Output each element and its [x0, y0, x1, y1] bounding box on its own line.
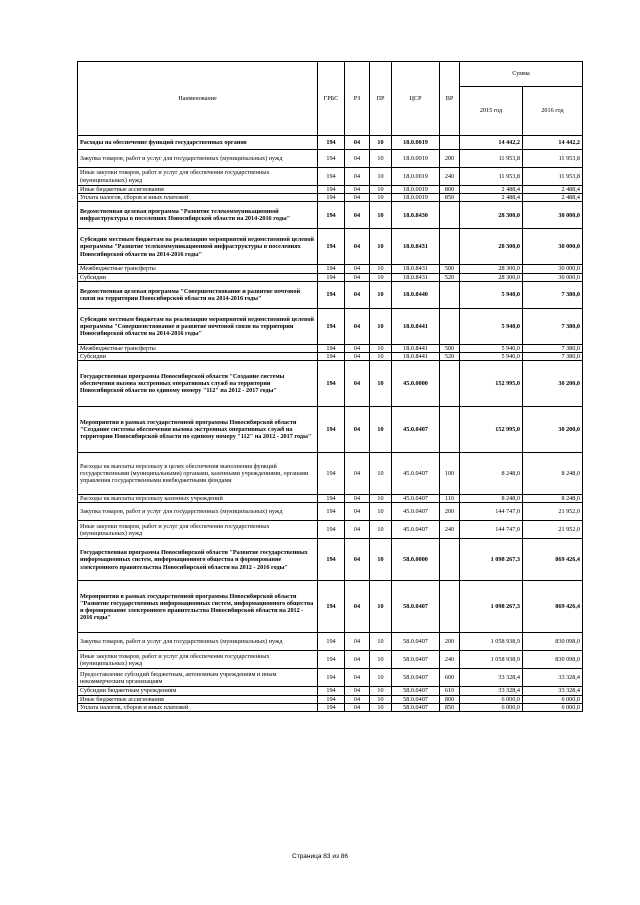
row-pr: 10 [370, 281, 392, 308]
table-row [78, 651, 583, 669]
row-name: Расходы на обеспечение функций государственных органов [78, 136, 318, 150]
table-row [78, 353, 583, 361]
row-rz: 04 [345, 194, 370, 202]
row-sum-2016: 830 098,0 [523, 651, 583, 669]
row-name: Иные бюджетные ассигнования [78, 186, 318, 194]
row-rz: 04 [345, 633, 370, 651]
header-row-top [78, 62, 583, 87]
table-row [78, 695, 583, 703]
table-row [78, 186, 583, 194]
table-row [78, 495, 583, 503]
row-vr: 600 [440, 669, 460, 687]
row-grbs: 194 [318, 651, 345, 669]
row-grbs: 194 [318, 273, 345, 281]
table-row [78, 308, 583, 344]
row-vr: 800 [440, 186, 460, 194]
table-row [78, 361, 583, 407]
row-csr: 58.0.0407 [392, 687, 440, 695]
row-rz: 04 [345, 503, 370, 521]
row-rz: 04 [345, 229, 370, 265]
row-csr: 18.0.8441 [392, 344, 440, 352]
row-grbs: 194 [318, 281, 345, 308]
row-csr: 58.0.0407 [392, 695, 440, 703]
row-sum-2015: 1 098 267,3 [460, 581, 523, 633]
header-grbs: ГРБС [318, 62, 345, 136]
row-name: Расходы на выплаты персоналу казенных учреждений [78, 495, 318, 503]
row-name: Субсидии местным бюджетам на реализацию мероприятий ведомственной целевой программы "Развитие телекоммуникационной инфраструктуры в поселениях Новосибирской области на 2014-2016 годы" [78, 229, 318, 265]
row-csr: 18.0.8441 [392, 353, 440, 361]
row-sum-2015: 11 953,8 [460, 168, 523, 186]
row-grbs: 194 [318, 186, 345, 194]
row-name: Субсидии [78, 273, 318, 281]
row-sum-2015: 28 300,0 [460, 229, 523, 265]
row-name: Иные закупки товаров, работ и услуг для обеспечения государственных (муниципальных) нужд [78, 521, 318, 539]
row-sum-2015: 152 995,0 [460, 361, 523, 407]
row-sum-2015: 144 747,0 [460, 503, 523, 521]
row-vr: 100 [440, 453, 460, 495]
row-pr: 10 [370, 186, 392, 194]
row-grbs: 194 [318, 344, 345, 352]
row-vr: 800 [440, 695, 460, 703]
row-rz: 04 [345, 344, 370, 352]
row-sum-2015: 11 953,8 [460, 150, 523, 168]
table-row [78, 539, 583, 581]
row-sum-2015: 6 000,0 [460, 695, 523, 703]
table-body [78, 136, 583, 712]
row-vr [440, 308, 460, 344]
row-grbs: 194 [318, 229, 345, 265]
row-vr [440, 136, 460, 150]
row-pr: 10 [370, 503, 392, 521]
row-csr: 18.0.8430 [392, 202, 440, 229]
row-grbs: 194 [318, 539, 345, 581]
row-sum-2016: 7 380,0 [523, 344, 583, 352]
row-pr: 10 [370, 353, 392, 361]
row-name: Субсидии местным бюджетам на реализацию мероприятий ведомственной целевой программы "Совершенствование и развитие почтовой связи на территории Новосибирской области на 2014-2016 годы" [78, 308, 318, 344]
row-sum-2016: 2 488,4 [523, 186, 583, 194]
row-name: Иные бюджетные ассигнования [78, 695, 318, 703]
row-sum-2016: 33 328,4 [523, 687, 583, 695]
row-name: Уплата налогов, сборов и иных платежей [78, 703, 318, 711]
row-vr: 520 [440, 353, 460, 361]
row-name: Закупка товаров, работ и услуг для государственных (муниципальных) нужд [78, 633, 318, 651]
table-row [78, 273, 583, 281]
row-rz: 04 [345, 695, 370, 703]
row-sum-2016: 8 248,0 [523, 495, 583, 503]
row-sum-2015: 5 940,0 [460, 353, 523, 361]
row-rz: 04 [345, 168, 370, 186]
row-vr [440, 229, 460, 265]
row-pr: 10 [370, 229, 392, 265]
row-vr: 500 [440, 344, 460, 352]
row-sum-2015: 5 940,0 [460, 344, 523, 352]
row-csr: 45.0.0000 [392, 361, 440, 407]
row-pr: 10 [370, 273, 392, 281]
table-row [78, 633, 583, 651]
row-sum-2016: 8 248,0 [523, 453, 583, 495]
row-vr [440, 202, 460, 229]
row-pr: 10 [370, 581, 392, 633]
row-vr: 610 [440, 687, 460, 695]
row-sum-2016: 11 953,8 [523, 168, 583, 186]
row-name: Мероприятия в рамках государственной программы Новосибирской области "Создание системы обеспечения вызова экстренных оперативных служб на территории Новосибирской области по единому номеру "112" на 2012 - 2017 годы" [78, 407, 318, 453]
row-sum-2015: 5 940,0 [460, 308, 523, 344]
row-rz: 04 [345, 186, 370, 194]
header-sum: Сумма [460, 62, 583, 87]
row-grbs: 194 [318, 168, 345, 186]
row-sum-2016: 14 442,2 [523, 136, 583, 150]
row-sum-2016: 6 000,0 [523, 703, 583, 711]
row-grbs: 194 [318, 633, 345, 651]
row-csr: 58.0.0407 [392, 703, 440, 711]
row-sum-2016: 7 380,0 [523, 281, 583, 308]
row-grbs: 194 [318, 521, 345, 539]
row-rz: 04 [345, 353, 370, 361]
row-csr: 18.0.8440 [392, 281, 440, 308]
row-rz: 04 [345, 669, 370, 687]
row-name: Мероприятия в рамках государственной программы Новосибирской области "Развитие государственных информационных систем, информационного общества и формирование электронного правительства Новосибирской области на 2012 - 2016 годы" [78, 581, 318, 633]
row-rz: 04 [345, 361, 370, 407]
row-vr [440, 539, 460, 581]
row-sum-2015: 28 300,0 [460, 273, 523, 281]
header-2016: 2016 год [523, 87, 583, 136]
row-csr: 58.0.0407 [392, 633, 440, 651]
budget-table [77, 61, 583, 712]
row-sum-2016: 30 000,0 [523, 202, 583, 229]
row-vr: 850 [440, 194, 460, 202]
row-csr: 45.0.0407 [392, 521, 440, 539]
row-name: Государственная программа Новосибирской области "Создание системы обеспечения вызова экстренных оперативных служб на территории Новосибирской области по единому номеру "112" на 2012 - 2017 годы" [78, 361, 318, 407]
row-pr: 10 [370, 202, 392, 229]
row-pr: 10 [370, 539, 392, 581]
row-name: Иные закупки товаров, работ и услуг для обеспечения государственных (муниципальных) нужд [78, 651, 318, 669]
row-grbs: 194 [318, 202, 345, 229]
row-vr: 200 [440, 150, 460, 168]
row-sum-2015: 28 300,0 [460, 202, 523, 229]
row-pr: 10 [370, 194, 392, 202]
table-row [78, 687, 583, 695]
row-csr: 45.0.0407 [392, 495, 440, 503]
row-csr: 58.0.0000 [392, 539, 440, 581]
row-rz: 04 [345, 495, 370, 503]
row-grbs: 194 [318, 695, 345, 703]
table-row [78, 281, 583, 308]
row-sum-2016: 30 200,0 [523, 361, 583, 407]
row-sum-2015: 33 328,4 [460, 669, 523, 687]
row-csr: 45.0.0407 [392, 503, 440, 521]
row-vr [440, 581, 460, 633]
row-sum-2015: 8 248,0 [460, 495, 523, 503]
row-pr: 10 [370, 495, 392, 503]
row-rz: 04 [345, 453, 370, 495]
row-grbs: 194 [318, 495, 345, 503]
row-name: Закупка товаров, работ и услуг для государственных (муниципальных) нужд [78, 150, 318, 168]
row-pr: 10 [370, 453, 392, 495]
row-pr: 10 [370, 521, 392, 539]
row-sum-2016: 11 953,8 [523, 150, 583, 168]
row-rz: 04 [345, 150, 370, 168]
row-rz: 04 [345, 521, 370, 539]
row-sum-2016: 2 488,4 [523, 194, 583, 202]
header-rz: РЗ [345, 62, 370, 136]
row-pr: 10 [370, 407, 392, 453]
table-row [78, 136, 583, 150]
row-name: Иные закупки товаров, работ и услуг для обеспечения государственных (муниципальных) нужд [78, 168, 318, 186]
row-sum-2015: 6 000,0 [460, 703, 523, 711]
row-csr: 18.0.0019 [392, 150, 440, 168]
row-sum-2015: 144 747,0 [460, 521, 523, 539]
row-grbs: 194 [318, 503, 345, 521]
table-row [78, 229, 583, 265]
row-rz: 04 [345, 281, 370, 308]
row-sum-2015: 28 300,0 [460, 265, 523, 273]
row-rz: 04 [345, 651, 370, 669]
row-name: Предоставление субсидий бюджетным, автономным учреждениям и иным некоммерческим организациям [78, 669, 318, 687]
row-name: Ведомственная целевая программа "Совершенствование и развитие почтовой связи на территории Новосибирской области на 2014-2016 годы" [78, 281, 318, 308]
row-csr: 18.0.0019 [392, 186, 440, 194]
row-vr [440, 281, 460, 308]
row-vr: 500 [440, 265, 460, 273]
row-vr: 240 [440, 168, 460, 186]
row-grbs: 194 [318, 361, 345, 407]
row-sum-2015: 8 248,0 [460, 453, 523, 495]
row-pr: 10 [370, 651, 392, 669]
row-sum-2016: 30 000,0 [523, 229, 583, 265]
row-csr: 45.0.0407 [392, 453, 440, 495]
row-vr: 200 [440, 503, 460, 521]
row-rz: 04 [345, 407, 370, 453]
row-grbs: 194 [318, 581, 345, 633]
row-pr: 10 [370, 168, 392, 186]
row-sum-2015: 152 995,0 [460, 407, 523, 453]
row-vr: 240 [440, 521, 460, 539]
row-pr: 10 [370, 265, 392, 273]
row-sum-2016: 30 000,0 [523, 265, 583, 273]
row-vr: 200 [440, 633, 460, 651]
row-name: Субсидии [78, 353, 318, 361]
row-sum-2016: 33 328,4 [523, 669, 583, 687]
row-csr: 18.0.8441 [392, 308, 440, 344]
row-grbs: 194 [318, 265, 345, 273]
row-pr: 10 [370, 308, 392, 344]
row-rz: 04 [345, 581, 370, 633]
row-sum-2015: 33 328,4 [460, 687, 523, 695]
row-name: Ведомственная целевая программа "Развитие телекоммуникационной инфраструктуры в поселениях Новосибирской области на 2014-2016 годы" [78, 202, 318, 229]
row-rz: 04 [345, 273, 370, 281]
row-pr: 10 [370, 136, 392, 150]
row-vr: 520 [440, 273, 460, 281]
header-name: Наименование [78, 62, 318, 136]
row-pr: 10 [370, 669, 392, 687]
row-sum-2015: 14 442,2 [460, 136, 523, 150]
header-csr: ЦСР [392, 62, 440, 136]
row-csr: 58.0.0407 [392, 669, 440, 687]
row-rz: 04 [345, 308, 370, 344]
row-grbs: 194 [318, 308, 345, 344]
table-row [78, 581, 583, 633]
row-csr: 18.0.0019 [392, 168, 440, 186]
row-grbs: 194 [318, 407, 345, 453]
header-pr: ПР [370, 62, 392, 136]
row-sum-2016: 21 952,0 [523, 521, 583, 539]
row-name: Государственная программа Новосибирской области "Развитие государственных информационных систем, информационного общества и формирование электронного правительства Новосибирской области на 2012 - 2016 годы" [78, 539, 318, 581]
row-pr: 10 [370, 344, 392, 352]
row-vr [440, 407, 460, 453]
row-grbs: 194 [318, 669, 345, 687]
row-csr: 18.0.8431 [392, 229, 440, 265]
row-grbs: 194 [318, 703, 345, 711]
row-sum-2016: 7 380,0 [523, 353, 583, 361]
row-sum-2016: 869 426,4 [523, 581, 583, 633]
table-row [78, 407, 583, 453]
row-grbs: 194 [318, 453, 345, 495]
row-grbs: 194 [318, 353, 345, 361]
row-csr: 58.0.0407 [392, 581, 440, 633]
row-sum-2015: 1 098 267,3 [460, 539, 523, 581]
row-pr: 10 [370, 687, 392, 695]
row-csr: 18.0.8431 [392, 265, 440, 273]
row-pr: 10 [370, 633, 392, 651]
row-sum-2015: 2 488,4 [460, 194, 523, 202]
row-sum-2015: 1 058 938,9 [460, 633, 523, 651]
row-rz: 04 [345, 136, 370, 150]
table-row [78, 669, 583, 687]
row-vr [440, 361, 460, 407]
row-csr: 18.0.0019 [392, 136, 440, 150]
row-grbs: 194 [318, 136, 345, 150]
page-number: Страница 83 из 86 [292, 853, 348, 860]
row-rz: 04 [345, 202, 370, 229]
row-sum-2015: 2 488,4 [460, 186, 523, 194]
row-sum-2016: 30 200,0 [523, 407, 583, 453]
table-row [78, 150, 583, 168]
row-name: Межбюджетные трансферты [78, 344, 318, 352]
table-row [78, 344, 583, 352]
row-pr: 10 [370, 150, 392, 168]
row-name: Межбюджетные трансферты [78, 265, 318, 273]
row-grbs: 194 [318, 687, 345, 695]
row-sum-2016: 869 426,4 [523, 539, 583, 581]
row-name: Расходы на выплаты персоналу в целях обеспечения выполнения функций государственными (муниципальными) органами, казенными учреждениями, органами управления государственными внебюджетными фондами [78, 453, 318, 495]
header-vr: ВР [440, 62, 460, 136]
row-vr: 240 [440, 651, 460, 669]
row-vr: 110 [440, 495, 460, 503]
row-csr: 18.0.8431 [392, 273, 440, 281]
row-pr: 10 [370, 361, 392, 407]
table-row [78, 265, 583, 273]
row-sum-2016: 6 000,0 [523, 695, 583, 703]
row-name: Субсидии бюджетным учреждениям [78, 687, 318, 695]
row-csr: 45.0.0407 [392, 407, 440, 453]
row-csr: 58.0.0407 [392, 651, 440, 669]
row-name: Уплата налогов, сборов и иных платежей [78, 194, 318, 202]
row-rz: 04 [345, 687, 370, 695]
table-row [78, 202, 583, 229]
table-row [78, 453, 583, 495]
row-vr: 850 [440, 703, 460, 711]
table-row [78, 703, 583, 711]
row-grbs: 194 [318, 150, 345, 168]
row-pr: 10 [370, 695, 392, 703]
row-grbs: 194 [318, 194, 345, 202]
row-sum-2015: 5 940,0 [460, 281, 523, 308]
row-sum-2016: 30 000,0 [523, 273, 583, 281]
row-sum-2015: 1 058 938,9 [460, 651, 523, 669]
row-sum-2016: 830 098,0 [523, 633, 583, 651]
header-2015: 2015 год [460, 87, 523, 136]
table-row [78, 521, 583, 539]
row-csr: 18.0.0019 [392, 194, 440, 202]
row-pr: 10 [370, 703, 392, 711]
row-sum-2016: 7 380,0 [523, 308, 583, 344]
table-row [78, 194, 583, 202]
row-sum-2016: 21 952,0 [523, 503, 583, 521]
row-rz: 04 [345, 703, 370, 711]
row-name: Закупка товаров, работ и услуг для государственных (муниципальных) нужд [78, 503, 318, 521]
row-rz: 04 [345, 265, 370, 273]
table-row [78, 168, 583, 186]
table-row [78, 503, 583, 521]
row-rz: 04 [345, 539, 370, 581]
